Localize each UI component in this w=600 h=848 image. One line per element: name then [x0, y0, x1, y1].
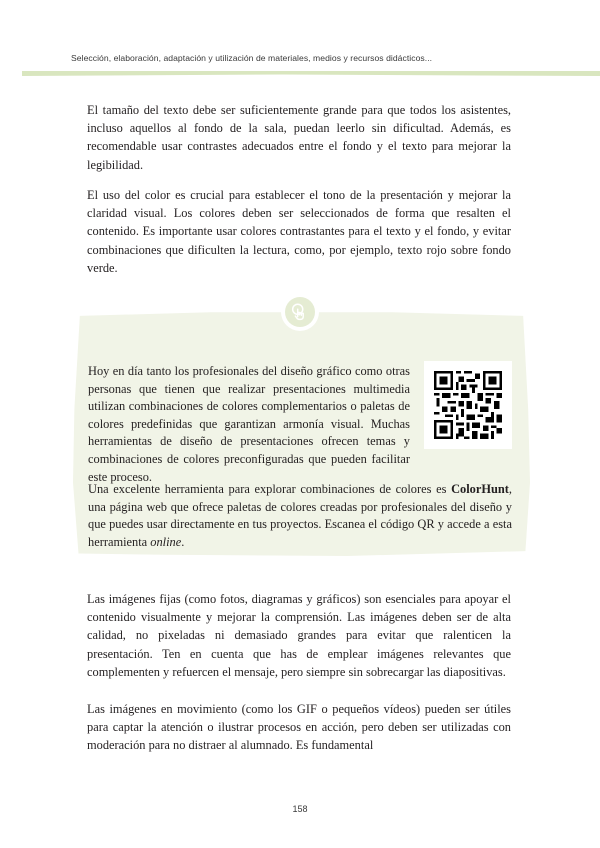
callout-lead: Una excelente herramienta para explorar combinaciones de colores es	[88, 482, 452, 496]
qr-code-card[interactable]	[424, 361, 512, 449]
header-accent-bar	[22, 71, 600, 76]
callout-middle: , una página web que ofrece paletas de colores creadas por profesionales del diseño y que puedes usar directamente en tus proyectos. Escanea el código QR y accede a esta herramienta	[88, 482, 512, 549]
paragraph-moving-images: Las imágenes en movimiento (como los GIF o pequeños vídeos) pueden ser útiles para captar la atención o ilustrar procesos en acción, pero deben ser utilizadas con moderación para no distraer al alumnado. Es fundamental	[87, 702, 511, 753]
touch-qr-icon	[289, 301, 311, 323]
paragraph-still-images: Las imágenes fijas (como fotos, diagramas y gráficos) son esenciales para apoyar el contenido visualmente y mejorar la comprensión. Las imágenes deben ser de alta calidad, no pixeladas ni demasiado grandes para evitar que ralenticen la presentación. Ten en cuenta que has de emplear imágenes relevantes que complementen y refuercen el mensaje, pero siempre sin sobrecargar las diapositivas.	[87, 592, 511, 679]
callout-badge	[285, 297, 315, 327]
qr-code-icon	[434, 371, 502, 439]
callout-tool-text	[88, 481, 512, 551]
page-number: 158	[292, 804, 308, 814]
tool-name-colorhunt: ColorHunt	[451, 482, 509, 496]
callout-end: .	[181, 534, 185, 549]
paragraph-text-size: El tamaño del texto debe ser suficientemente grande para que todos los asistentes, incluso aquellos al fondo de la sala, puedan leerlo sin dificultad. Además, es recomendable usar contrastes adecuados entre el fondo y el texto para mejorar la legibilidad.	[87, 103, 511, 172]
online-emphasis: online	[150, 534, 182, 549]
running-header: Selección, elaboración, adaptación y utilización de materiales, medios y recursos didácticos...	[71, 53, 433, 63]
callout-intro-text: Hoy en día tanto los profesionales del diseño gráfico como otras personas que tienen que realizar presentaciones multimedia utilizan combinaciones de colores complementarios o paletas de colores predefinidas que garantizan armonía visual. Muchas herramientas de diseño de presentaciones ofrecen temas y combinaciones de colores preconfiguradas que pueden facilitar este proceso.	[88, 364, 410, 484]
paragraph-color-use: El uso del color es crucial para establecer el tono de la presentación y mejorar la claridad visual. Los colores deben ser seleccionados de forma que resalten el contenido. Es importante usar colores contrastantes para el texto y el fondo, y evitar combinaciones que dificulten la lectura, como, por ejemplo, texto rojo sobre fondo verde.	[87, 188, 511, 275]
